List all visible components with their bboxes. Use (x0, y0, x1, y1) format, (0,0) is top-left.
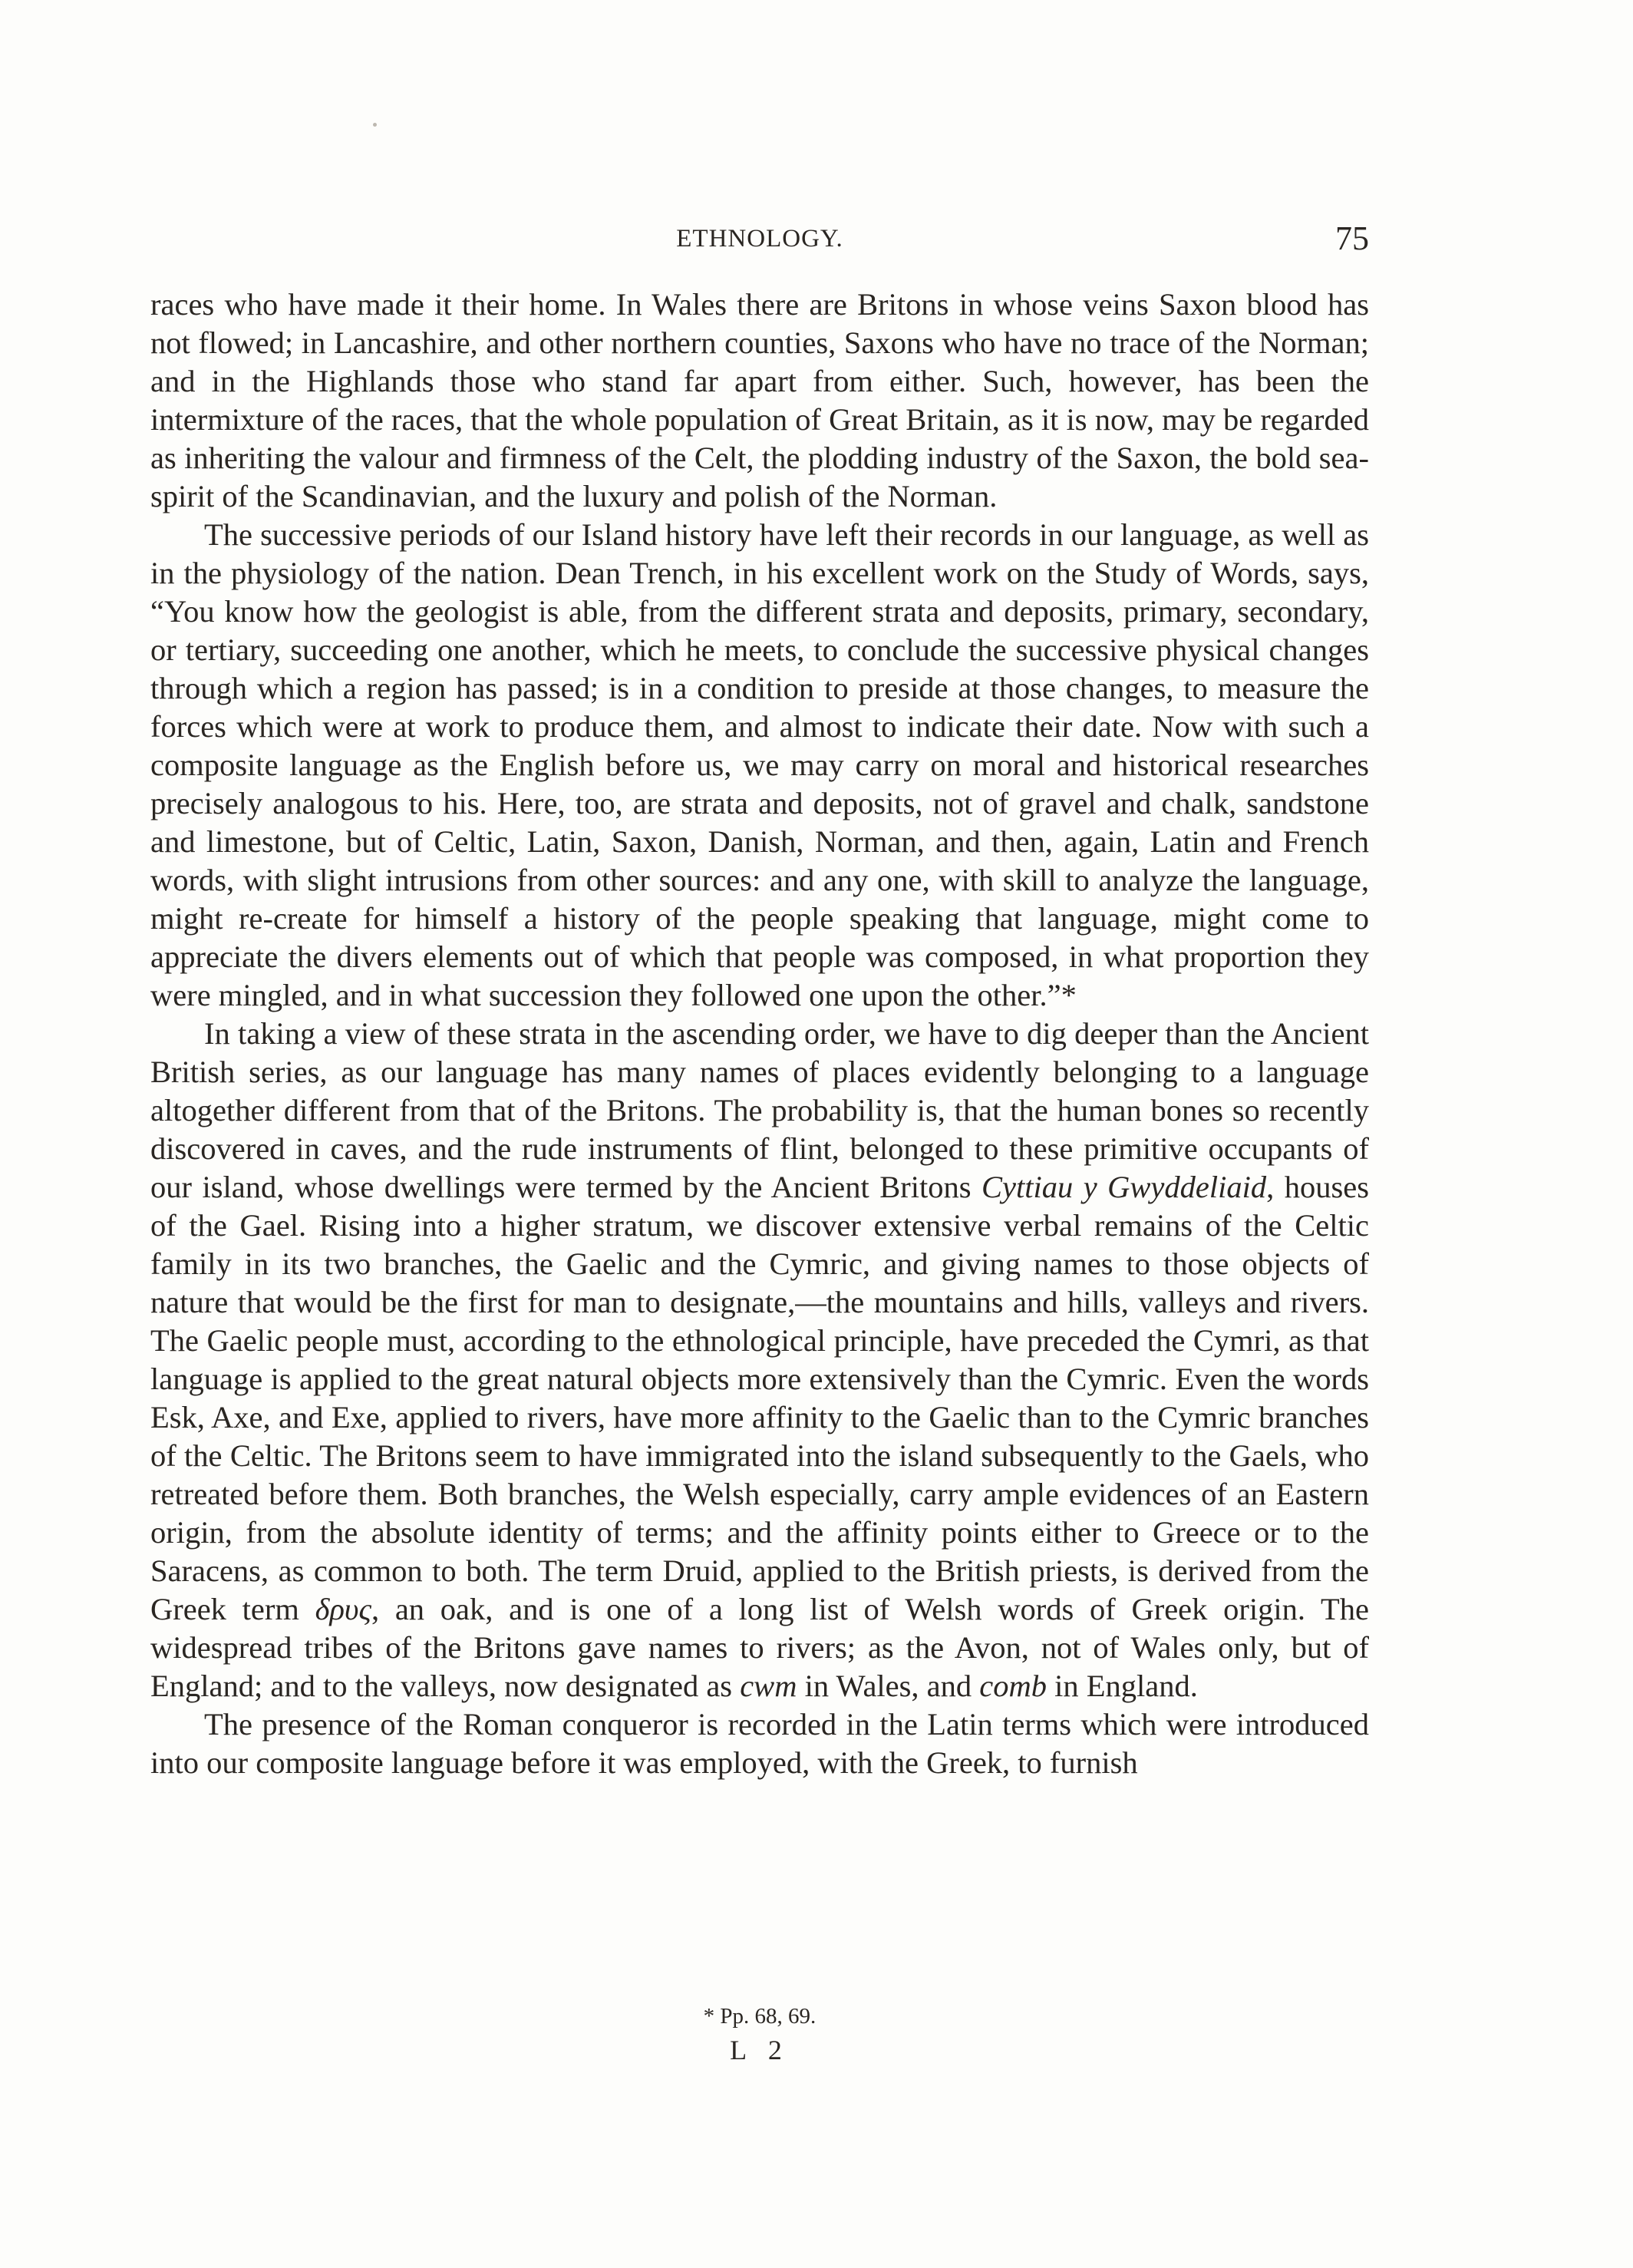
paragraph-1: races who have made it their home. In Wales there are Britons in whose veins Saxon blood has not flowed; in Lancashire, and other northern counties, Saxons who have no trace of the Norman; and in the Highlands those who stand far apart from either. Such, however, has been the intermixture of the races, that the whole population of Great Britain, as it is now, may be regarded as inheriting the valour and firmness of the Celt, the plodding industry of the Saxon, the bold sea-spirit of the Scandinavian, and the luxury and polish of the Norman. (150, 287, 1369, 513)
cwm-word: cwm (740, 1669, 797, 1703)
paragraph-3-text-e: in England. (1047, 1669, 1198, 1703)
paragraph-3-text-a: In taking a view of these strata in the ascending order, we have to dig deeper than the Ancient British series, as our language has many names of places evidently belonging to a language altogether different from that of the Britons. The probability is, that the human bones so recently discovered in caves, and the rude instruments of flint, belonged to these primitive occupants of our island, whose dwellings were termed by the Ancient Britons (150, 1016, 1369, 1204)
page-number: 75 (1335, 220, 1369, 257)
paragraph-3-text-d: in Wales, and (797, 1669, 980, 1703)
paragraph-3-text-b: , houses of the Gael. Rising into a higher stratum, we discover extensive verbal remains of the Celtic family in its two branches, the Gaelic and the Cymric, and giving names to those objects of nature that would be the first for man to designate,—the mountains and hills, valleys and rivers. The Gaelic people must, according to the ethnological principle, have preceded the Cymri, as that language is applied to the great natural objects more extensively than the Cymric. Even the words Esk, Axe, and Exe, applied to rivers, have more affinity to the Gaelic than to the Cymric branches of the Celtic. The Britons seem to have immigrated into the island subsequently to the Gaels, who retreated before them. Both branches, the Welsh especially, carry ample evidences of an Eastern origin, from the absolute identity of terms; and the affinity points either to Greece or to the Saracens, as common to both. The term Druid, applied to the British priests, is derived from the Greek term (150, 1170, 1369, 1626)
body-text (150, 286, 1369, 1782)
signature-mark: L 2 (730, 2035, 790, 2065)
paragraph-3-text-c: , an oak, and is one of a long list of Welsh words of Greek origin. The widespread tribes of the Britons gave names to rivers; as the Avon, not of Wales only, but of England; and to the valleys, now designated as (150, 1592, 1369, 1703)
paragraph-4: The presence of the Roman conqueror is recorded in the Latin terms which were introduced into our composite language before it was employed, with the Greek, to furnish (150, 1707, 1369, 1780)
welsh-phrase: Cyttiau y Gwyddeliaid (981, 1170, 1267, 1204)
running-title: ETHNOLOGY. (676, 225, 843, 253)
running-head (150, 219, 1369, 265)
paragraph-2: The successive periods of our Island history have left their records in our language, as well as in the physiology of the nation. Dean Trench, in his excellent work on the Study of Words, says, “You know how the geologist is able, from the different strata and deposits, primary, secondary, or tertiary, succeeding one another, which he meets, to conclude the successive physical changes through which a region has passed; is in a condition to preside at those changes, to measure the forces which were at work to produce them, and almost to indicate their date. Now with such a composite language as the English before us, we may carry on moral and historical researches precisely analogous to his. Here, too, are strata and deposits, not of gravel and chalk, sandstone and limestone, but of Celtic, Latin, Saxon, Danish, Norman, and then, again, Latin and French words, with slight intrusions from other sources: and any one, with skill to analyze the language, might re-create for himself a history of the people speaking that language, might come to appreciate the divers elements out of which that people was composed, in what proportion they were mingled, and in what succession they followed one upon the other.”* (150, 517, 1369, 1012)
paragraph-3 (150, 1015, 1369, 1705)
greek-word: δρυς (315, 1592, 371, 1626)
footnote: * Pp. 68, 69. (703, 2004, 816, 2029)
comb-word: comb (979, 1669, 1047, 1703)
paper-speck (373, 123, 377, 127)
